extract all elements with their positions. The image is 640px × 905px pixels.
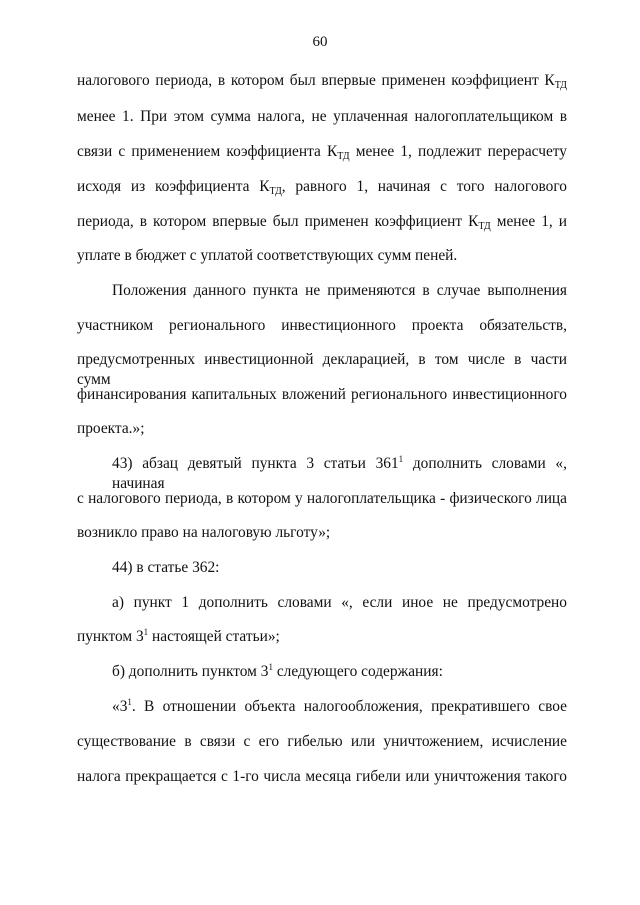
text-line-12: 43) абзац девятый пункта 3 статьи $361^1$ дополнить словами «, начиная [112, 454, 567, 492]
text-line-19: «$3^1$. В отношении объекта налогообложения, прекратившего свое [112, 697, 567, 715]
text-line-5: периода, в котором впервые был применен коэффициент $К_{ТД}$ менее 1, и [77, 213, 567, 232]
text-line-6: уплате в бюджет с уплатой соответствующих сумм пеней. [77, 247, 458, 264]
text-line-1: налогового периода, в котором был впервые применен коэффициент $К_{ТД}$ [77, 72, 567, 91]
text-line-7: Положения данного пункта не применяются в случае выполнения [112, 282, 567, 299]
text-line-8: участником регионального инвестиционного проекта обязательств, [77, 317, 567, 334]
text-line-18: б) дополнить пунктом $3^1$ следующего содержания: [112, 662, 443, 680]
text-line-14: возникло право на налоговую льготу»; [77, 524, 331, 541]
text-line-17: пунктом $3^1$ настоящей статьи»; [77, 627, 280, 645]
text-line-20: существование в связи с его гибелью или уничтожением, исчисление [77, 733, 567, 750]
text-line-2: менее 1. При этом сумма налога, не уплаченная налогоплательщиком в [77, 108, 567, 125]
text-line-4: исходя из коэффициента $К_{ТД}$, равного 1, начиная с того налогового [77, 178, 567, 197]
text-line-11: проекта.»; [77, 420, 145, 437]
page-number: 60 [312, 34, 328, 50]
text-line-10: финансирования капитальных вложений регионального инвестиционного [77, 386, 567, 403]
text-line-16: а) пункт 1 дополнить словами «, если иное не предусмотрено [112, 594, 567, 611]
text-line-15: 44) в статье 362: [112, 559, 220, 576]
text-line-21: налога прекращается с 1-го числа месяца гибели или уничтожения такого [77, 768, 567, 785]
text-line-13: с налогового периода, в котором у налогоплательщика - физического лица [77, 490, 567, 507]
text-line-9: предусмотренных инвестиционной декларацией, в том числе в части сумм [77, 351, 567, 388]
text-line-3: связи с применением коэффициента $К_{ТД}$ менее 1, подлежит перерасчету [77, 143, 567, 162]
